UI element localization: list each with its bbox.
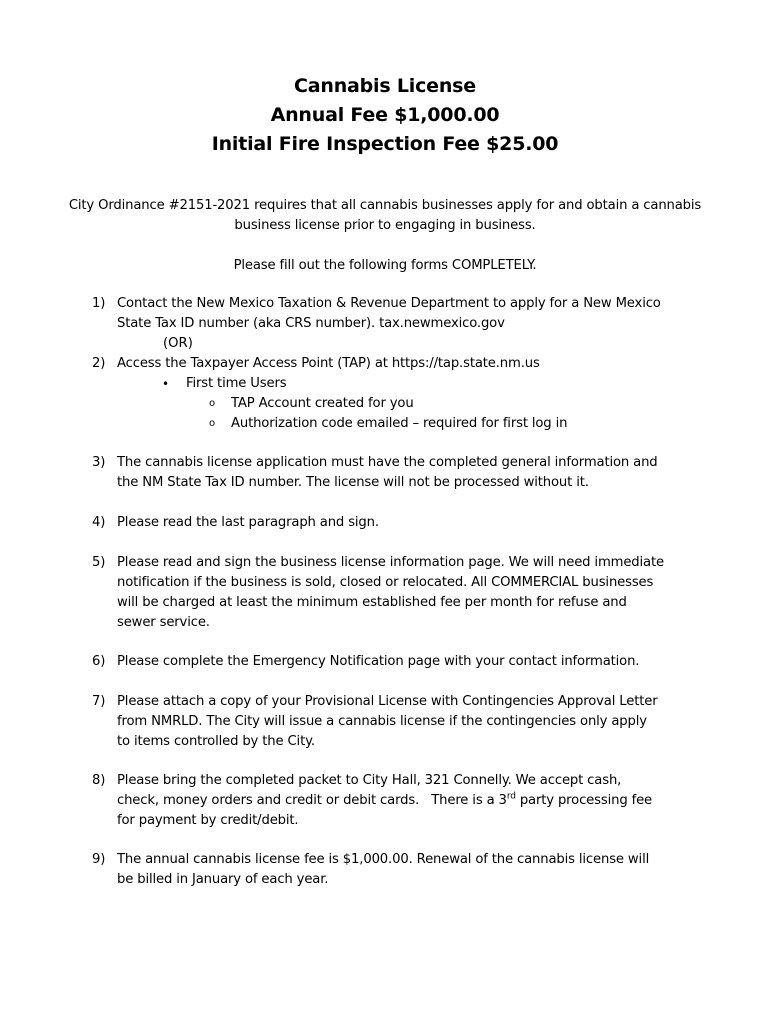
- list-item-1: [92, 294, 712, 334]
- title-inspection-fee: Initial Fire Inspection Fee $25.00: [211, 133, 559, 155]
- document-title: [0, 72, 770, 159]
- list-item-4: [92, 513, 712, 533]
- item-text-line: [117, 791, 712, 811]
- item-text: Please read and sign the business license information page. We will need immediate notification if the business is sold, closed or relocated. All COMMERCIAL businesses will be charged at least the minimum established fee per month for refuse and sewer service.: [117, 555, 664, 630]
- item-text: The cannabis license application must have the completed general information and the NM State Tax ID number. The license will not be processed without it.: [117, 455, 658, 490]
- item-number: 5): [92, 555, 106, 570]
- circle-bullet-icon: o: [209, 418, 216, 429]
- item-number: 8): [92, 773, 106, 788]
- item-text-line: for payment by credit/debit.: [117, 813, 299, 828]
- list-item-6: [92, 652, 712, 672]
- list-item-7: [92, 692, 712, 752]
- superscript-rd: rd: [506, 791, 516, 802]
- item-text: The annual cannabis license fee is $1,000.00. Renewal of the cannabis license will be billed in January of each year.: [117, 852, 650, 887]
- circle-bullet-icon: o: [209, 398, 216, 409]
- list-item-8: [92, 771, 712, 831]
- item-text: Please complete the Emergency Notification page with your contact information.: [117, 654, 640, 669]
- item-number: 6): [92, 654, 106, 669]
- item-text: [117, 771, 712, 831]
- item-text: Access the Taxpayer Access Point (TAP) at https://tap.state.nm.us: [117, 356, 540, 371]
- list-item-9: [92, 850, 712, 890]
- item-text-part: party processing fee: [515, 793, 652, 808]
- bullet-first-time-users: First time Users: [186, 376, 287, 391]
- title-license-name: Cannabis License: [294, 75, 476, 97]
- item-text: Please read the last paragraph and sign.: [117, 515, 379, 530]
- intro-paragraph: City Ordinance #2151-2021 requires that all cannabis businesses apply for and obtain a cannabis business license prior to engaging in business.: [68, 198, 702, 233]
- item-number: 4): [92, 515, 106, 530]
- sub-bullet-tap-account: TAP Account created for you: [231, 396, 414, 411]
- list-item-2: [92, 354, 712, 374]
- item-text-line: Please bring the completed packet to City Hall, 321 Connelly. We accept cash,: [117, 773, 622, 788]
- list-item-5: [92, 553, 712, 633]
- bullet-dot-icon: •: [162, 377, 170, 391]
- instruction-line: Please fill out the following forms COMPLETELY.: [233, 258, 537, 273]
- item-text: Please attach a copy of your Provisional License with Contingencies Approval Letter from NMRLD. The City will issue a cannabis license if the contingencies only apply to items controlled by the City.: [117, 694, 658, 749]
- item-number: 3): [92, 455, 106, 470]
- item-number: 2): [92, 356, 106, 371]
- item-number: 7): [92, 694, 106, 709]
- item-text: Contact the New Mexico Taxation & Revenue Department to apply for a New Mexico State Tax ID number (aka CRS number). tax.newmexico.gov: [117, 296, 661, 331]
- item-number: 1): [92, 296, 106, 311]
- title-annual-fee: Annual Fee $1,000.00: [270, 104, 500, 126]
- list-item-3: [92, 453, 712, 493]
- or-separator: (OR): [163, 336, 193, 351]
- item-text-part: check, money orders and credit or debit cards. There is a 3: [117, 793, 507, 808]
- sub-bullet-authorization-code: Authorization code emailed – required for first log in: [231, 416, 568, 431]
- item-number: 9): [92, 852, 106, 867]
